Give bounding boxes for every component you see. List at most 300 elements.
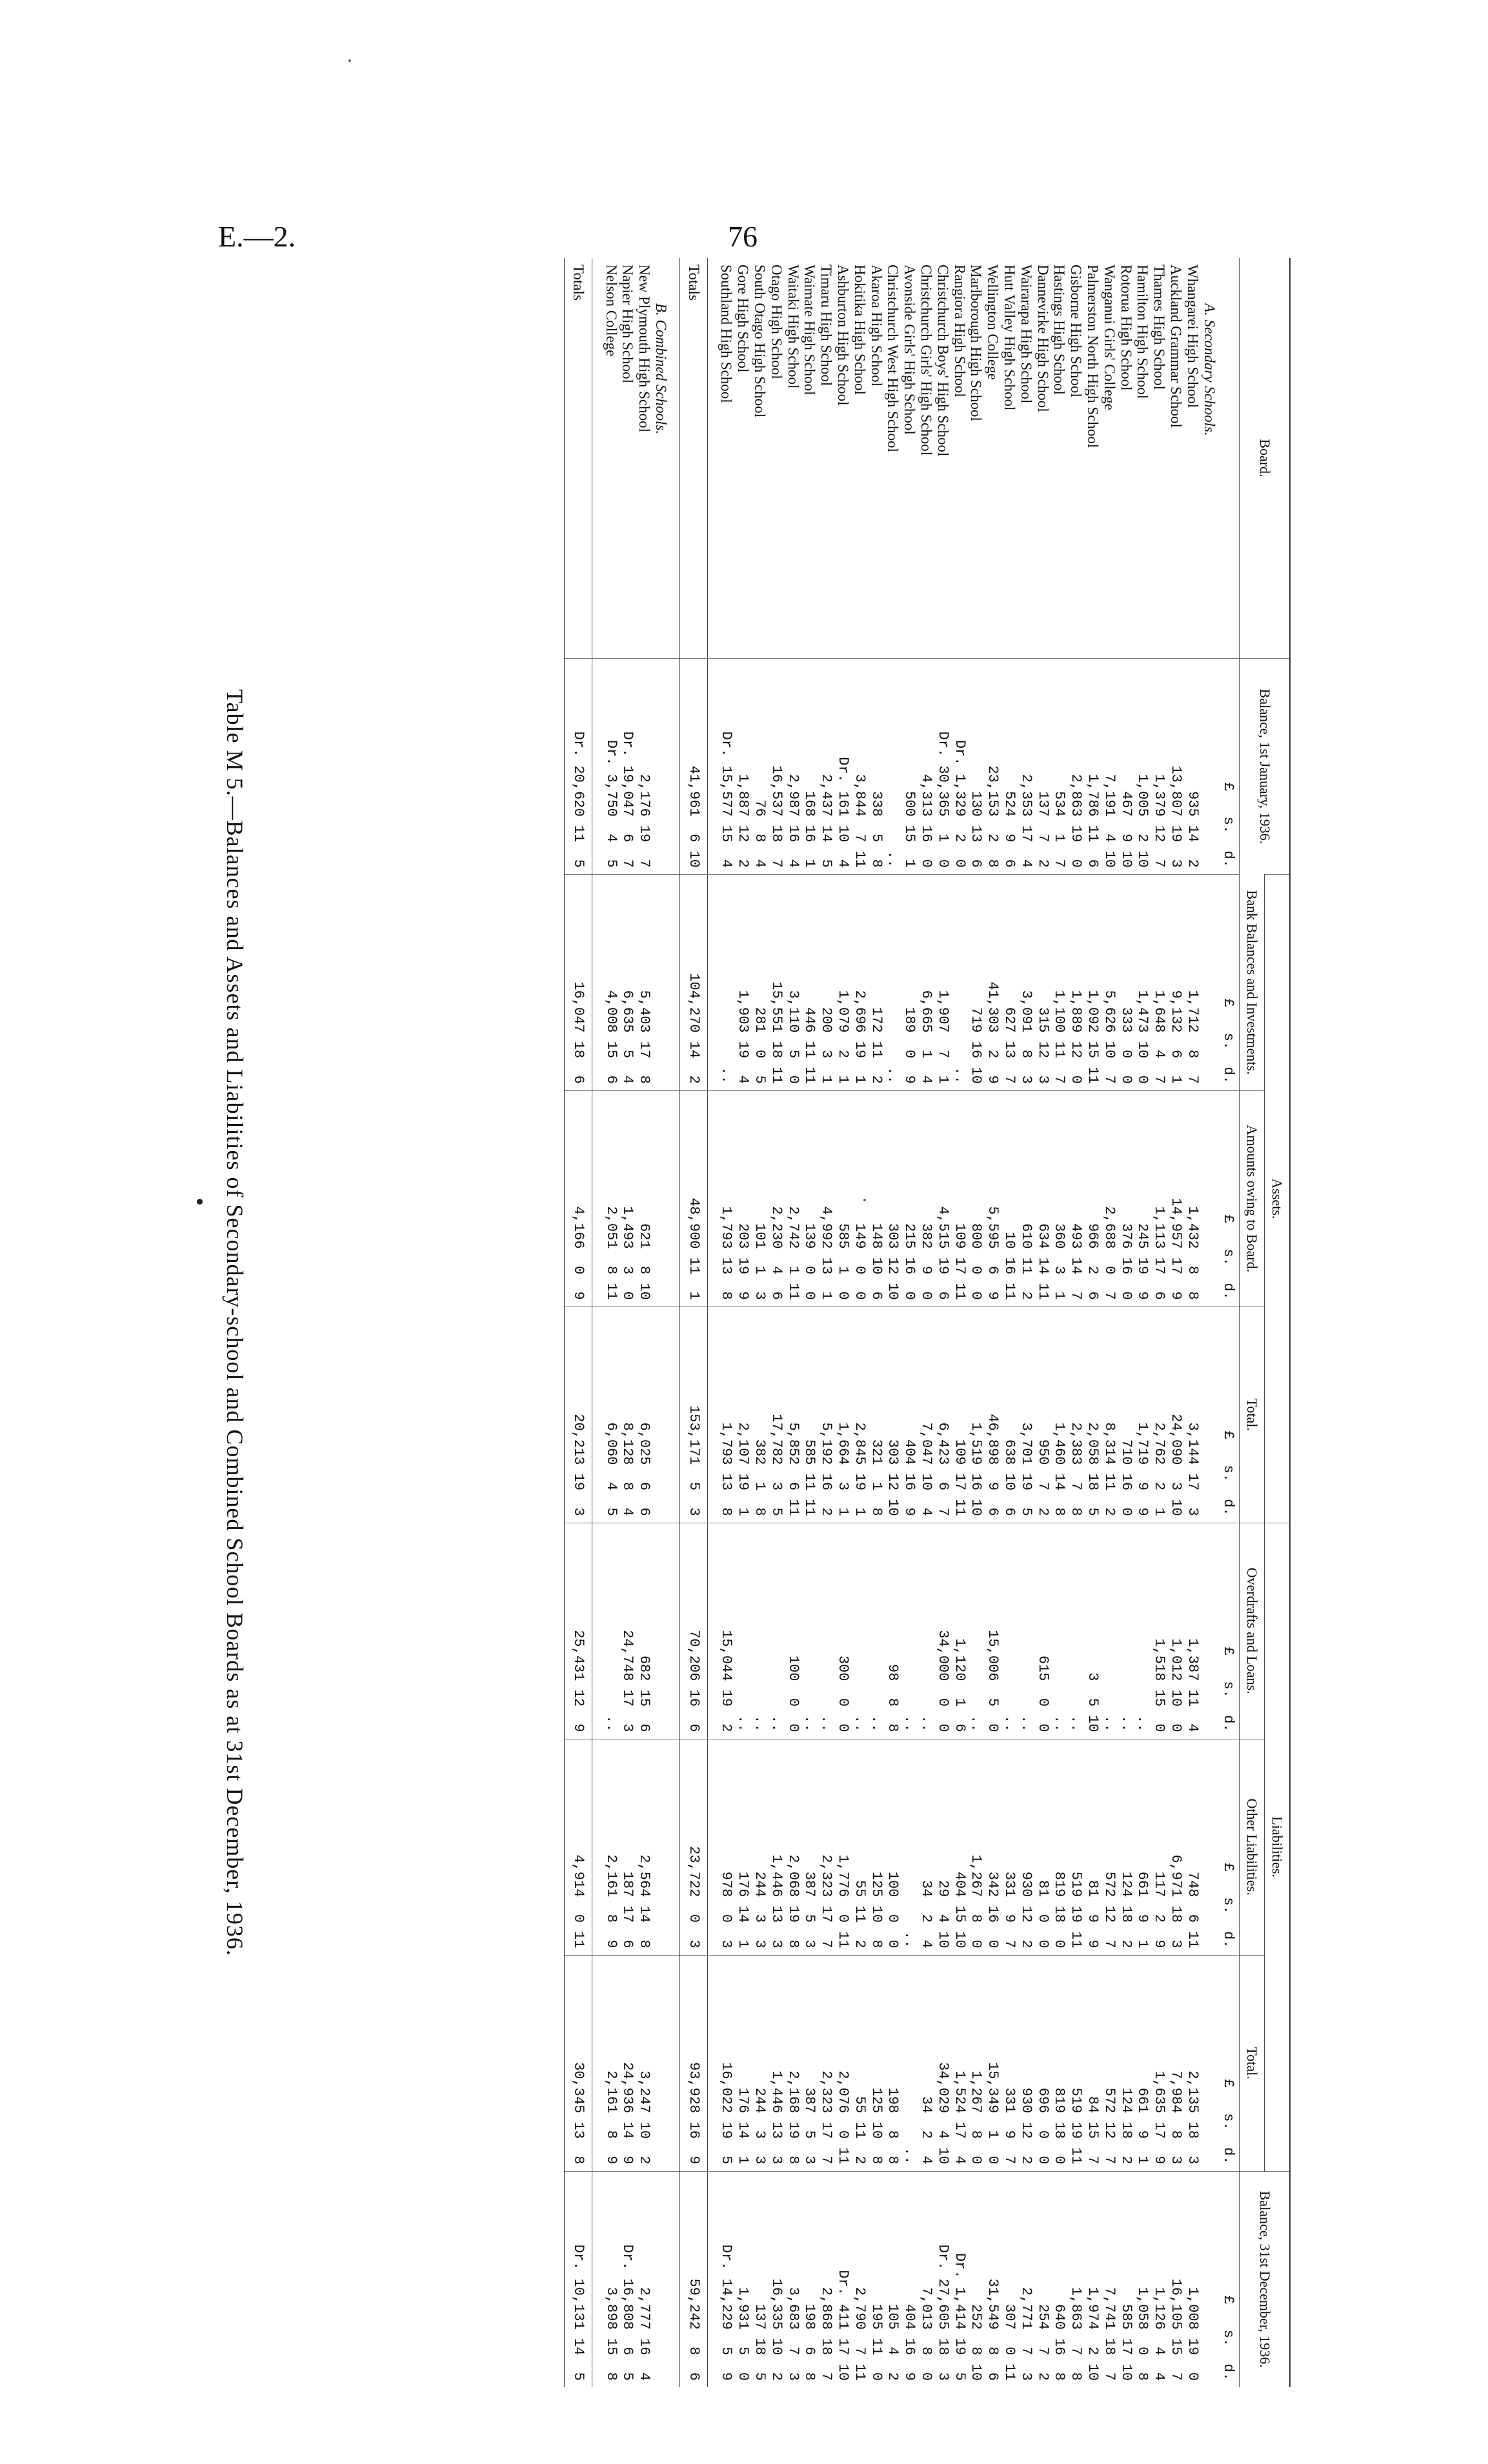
amount-cell: 1,079 2 1 <box>834 874 851 1090</box>
amount-cell: 30,345 13 8 <box>564 1955 592 2171</box>
amount-cell: 950 7 2 <box>1034 1307 1051 1523</box>
board-name-cell: Totals <box>564 258 592 658</box>
amount-cell: 125 10 8 <box>868 1955 885 2171</box>
amount-cell: Dr. 1,329 2 0 <box>951 658 968 874</box>
amount-cell: 5,852 6 11 <box>785 1307 801 1523</box>
amount-cell: 252 8 10 <box>968 2171 985 2387</box>
amount-cell: 1,648 4 7 <box>1151 874 1167 1090</box>
table-row <box>818 258 834 2387</box>
amount-cell: 719 16 10 <box>968 874 985 1090</box>
amount-cell <box>669 1307 680 1523</box>
amount-cell: 1,446 13 3 <box>768 1739 785 1955</box>
amount-cell: 1,005 2 10 <box>1134 658 1151 874</box>
amount-cell: 493 14 7 <box>1067 1090 1084 1307</box>
amount-cell: Dr. 19,047 6 7 <box>619 658 636 874</box>
table-row <box>1034 258 1051 2387</box>
amount-cell: 59,242 8 6 <box>679 2171 707 2387</box>
amount-cell: 10 16 11 <box>1001 1090 1018 1307</box>
board-name-cell: Napier High School <box>619 265 636 383</box>
amount-cell: 748 6 11 <box>1184 1739 1201 1955</box>
amount-cell: 6,665 1 4 <box>918 874 934 1090</box>
amount-cell: 1,635 17 9 <box>1151 1955 1167 2171</box>
amount-cell: 124 18 2 <box>1118 1955 1134 2171</box>
amount-cell <box>652 1955 669 2171</box>
amount-cell: 215 16 0 <box>901 1090 918 1307</box>
board-name-cell <box>669 258 680 658</box>
amount-cell: 2,168 19 8 <box>785 1955 801 2171</box>
board-name-cell: New Plymouth High School <box>636 265 653 433</box>
amount-cell: 1,113 17 6 <box>1151 1090 1167 1307</box>
amount-cell <box>669 2171 680 2387</box>
board-name-cell: Christchurch West High School <box>885 265 901 452</box>
amount-cell: 5,192 16 2 <box>818 1307 834 1523</box>
amount-cell: 404 15 10 <box>951 1739 968 1955</box>
amount-cell: 1,887 12 2 <box>735 658 752 874</box>
table-title: Table M 5.—Balances and Assets and Liabilities of Secondary-school and Combined School Boards as at 31st December, 1936. <box>222 689 248 1956</box>
amount-cell: 1,100 11 7 <box>1051 874 1068 1090</box>
table-row <box>1051 258 1068 2387</box>
amount-cell: £ s. d. <box>1218 1090 1240 1307</box>
amount-cell: 130 13 6 <box>968 658 985 874</box>
board-name-cell: Whangarei High School <box>1184 265 1201 408</box>
table-row <box>1184 258 1201 2387</box>
board-name-cell: Waitaki High School <box>785 265 801 389</box>
board-name-cell: Gisborne High School <box>1068 265 1085 397</box>
amount-cell: Dr. 3,750 4 5 <box>603 658 619 874</box>
table-row <box>918 258 934 2387</box>
amount-cell: 303 12 10 <box>885 1307 901 1523</box>
amount-cell: 34 2 4 <box>918 1739 934 1955</box>
amount-cell: 15,006 5 0 <box>984 1523 1001 1739</box>
amount-cell: 7,047 10 4 <box>918 1307 934 1523</box>
amount-cell <box>592 874 603 1090</box>
amount-cell: 2,383 7 8 <box>1067 1307 1084 1523</box>
amount-cell: 446 11 11 <box>801 874 818 1090</box>
amount-cell: 3,144 17 3 <box>1184 1307 1201 1523</box>
board-name-cell: Southland High School <box>718 265 735 403</box>
amount-cell: 467 9 10 <box>1118 658 1134 874</box>
amount-cell: 1,719 9 9 <box>1134 1307 1151 1523</box>
amount-cell: 634 14 11 <box>1034 1090 1051 1307</box>
table-row <box>851 258 868 2387</box>
amount-cell: 2,771 7 3 <box>1018 2171 1034 2387</box>
amount-cell: £ s. d. <box>1218 1307 1240 1523</box>
table-row <box>1067 258 1084 2387</box>
amount-cell <box>669 1090 680 1307</box>
amount-cell: 8,314 11 2 <box>1101 1307 1118 1523</box>
amount-cell: 2,176 19 7 <box>636 658 652 874</box>
table-row <box>751 258 768 2387</box>
table-row <box>768 258 785 2387</box>
amount-cell: 640 16 8 <box>1051 2171 1068 2387</box>
amount-cell: 1,379 12 7 <box>1151 658 1167 874</box>
amount-cell: 572 12 7 <box>1101 1739 1118 1955</box>
amount-cell: .. <box>768 1523 785 1739</box>
amount-cell: 1,519 16 10 <box>968 1307 985 1523</box>
amount-cell: 2,688 0 7 <box>1101 1090 1118 1307</box>
table-row <box>735 258 752 2387</box>
amount-cell: 1,008 19 0 <box>1184 2171 1201 2387</box>
amount-cell <box>652 874 669 1090</box>
amount-cell: 2,161 8 9 <box>603 1955 619 2171</box>
amount-cell: 307 0 11 <box>1001 2171 1018 2387</box>
amount-cell: 254 7 2 <box>1034 2171 1051 2387</box>
board-name-cell: Waimate High School <box>801 265 818 396</box>
table-row <box>1118 258 1134 2387</box>
amount-cell: .. <box>1018 1523 1034 1739</box>
table-row <box>603 258 619 2387</box>
amount-cell <box>669 1739 680 1955</box>
amount-cell: 198 6 8 <box>801 2171 818 2387</box>
amount-cell <box>1201 1523 1218 1739</box>
table-row <box>718 258 735 2387</box>
amount-cell: 2,051 8 11 <box>603 1090 619 1307</box>
amount-cell: 3 5 10 <box>1084 1523 1101 1739</box>
board-name-cell: A. Secondary Schools. <box>1201 303 1218 436</box>
board-name-cell: Thames High School <box>1151 265 1168 390</box>
page-reference: E.—2. <box>218 220 296 253</box>
table-row <box>885 258 901 2387</box>
amount-cell: 2,564 14 8 <box>636 1739 652 1955</box>
board-name-cell: Totals <box>679 258 707 658</box>
board-name-cell: Rangiora High School <box>951 265 968 397</box>
amount-cell: 1,126 4 4 <box>1151 2171 1167 2387</box>
amount-cell: 34 2 4 <box>918 1955 934 2171</box>
amount-cell <box>652 1307 669 1523</box>
amount-cell: Dr. 15,577 15 4 <box>718 658 735 874</box>
table-row <box>1151 258 1167 2387</box>
amount-cell: 1,493 3 0 <box>619 1090 636 1307</box>
amount-cell: .. <box>818 1523 834 1739</box>
table-row <box>901 258 918 2387</box>
amount-cell: 2,742 1 11 <box>785 1090 801 1307</box>
amount-cell: 31,549 8 6 <box>984 2171 1001 2387</box>
amount-cell: 2,323 17 7 <box>818 1955 834 2171</box>
amount-cell: 3,091 8 3 <box>1018 874 1034 1090</box>
amount-cell: Dr. 10,131 14 5 <box>564 2171 592 2387</box>
amount-cell: 5,595 6 9 <box>984 1090 1001 1307</box>
amount-cell: 2,161 8 9 <box>603 1739 619 1955</box>
board-name-cell: Auckland Grammar School <box>1168 265 1185 428</box>
amount-cell: 315 12 3 <box>1034 874 1051 1090</box>
amount-cell: 7,984 8 3 <box>1167 1955 1184 2171</box>
amount-cell: 16,047 18 6 <box>564 874 592 1090</box>
spacer-row <box>592 258 603 2387</box>
table-row <box>619 258 636 2387</box>
amount-cell: £ s. d. <box>1218 874 1240 1090</box>
board-name-cell: Gore High School <box>735 265 752 373</box>
amount-cell: 2,323 17 7 <box>818 1739 834 1955</box>
amount-cell: 4,515 19 6 <box>934 1090 951 1307</box>
amount-cell: 1,092 15 11 <box>1084 874 1101 1090</box>
amount-cell: 117 2 9 <box>1151 1739 1167 1955</box>
board-name-cell <box>707 258 718 658</box>
amount-cell: Dr. 411 17 10 <box>834 2171 851 2387</box>
amount-cell: 25,431 12 9 <box>564 1523 592 1739</box>
amount-cell <box>707 1090 718 1307</box>
amount-cell: 1,473 10 0 <box>1134 874 1151 1090</box>
table-row <box>1084 258 1101 2387</box>
board-name-cell: Wairarapa High School <box>1018 265 1034 404</box>
amount-cell: 1,889 12 0 <box>1067 874 1084 1090</box>
header-bank: Bank Balances and Investments. <box>1240 874 1265 1090</box>
amount-cell: 638 10 6 <box>1001 1307 1018 1523</box>
amount-cell: 342 16 0 <box>984 1739 1001 1955</box>
amount-cell: 7,013 8 0 <box>918 2171 934 2387</box>
amount-cell: 176 14 1 <box>735 1955 752 2171</box>
amount-cell: 189 0 9 <box>901 874 918 1090</box>
board-name-cell: Wanganui Girls' College <box>1101 265 1118 410</box>
amount-cell: 338 5 8 <box>868 658 885 874</box>
amount-cell: 1,907 7 1 <box>934 874 951 1090</box>
amount-cell: 1,974 2 10 <box>1084 2171 1101 2387</box>
amount-cell: 800 0 0 <box>968 1090 985 1307</box>
amount-cell: 105 4 2 <box>885 2171 901 2387</box>
amount-cell: 1,786 11 6 <box>1084 658 1101 874</box>
amount-cell: 14,957 17 9 <box>1167 1090 1184 1307</box>
amount-cell: 203 19 9 <box>735 1090 752 1307</box>
amount-cell: 404 16 9 <box>901 1307 918 1523</box>
amount-cell: 1,712 8 7 <box>1184 874 1201 1090</box>
amount-cell <box>592 1955 603 2171</box>
amount-cell: 610 11 2 <box>1018 1090 1034 1307</box>
amount-cell <box>1201 874 1218 1090</box>
amount-cell: 195 11 0 <box>868 2171 885 2387</box>
amount-cell: 8,128 8 4 <box>619 1307 636 1523</box>
amount-cell: 1,387 11 4 <box>1184 1523 1201 1739</box>
amount-cell: .. <box>718 874 735 1090</box>
amount-cell: 104,270 14 2 <box>679 874 707 1090</box>
amount-cell: 6,025 6 6 <box>636 1307 652 1523</box>
amount-cell: 3,110 5 0 <box>785 874 801 1090</box>
amount-cell: Dr. 30,365 1 0 <box>934 658 951 874</box>
amount-cell: 935 14 2 <box>1184 658 1201 874</box>
amount-cell: 615 0 0 <box>1034 1523 1051 1739</box>
amount-cell: 23,722 0 3 <box>679 1739 707 1955</box>
amount-cell: 2,076 0 11 <box>834 1955 851 2171</box>
amount-cell: 101 1 3 <box>751 1090 768 1307</box>
amount-cell: 1,793 13 8 <box>718 1090 735 1307</box>
amount-cell: .. <box>735 1523 752 1739</box>
amount-cell: 360 3 1 <box>1051 1090 1068 1307</box>
amount-cell: .. <box>885 658 901 874</box>
amount-cell: 1,863 7 8 <box>1067 2171 1084 2387</box>
amount-cell: 1,267 8 0 <box>968 1739 985 1955</box>
amount-cell: £ s. d. <box>1218 1739 1240 1955</box>
amount-cell: 534 1 7 <box>1051 658 1068 874</box>
amount-cell: 2,068 19 8 <box>785 1739 801 1955</box>
amount-cell: Dr. 1,414 19 5 <box>951 2171 968 2387</box>
amount-cell: 333 0 0 <box>1118 874 1134 1090</box>
amount-cell: 55 11 2 <box>851 1739 868 1955</box>
amount-cell: Dr. 161 10 4 <box>834 658 851 874</box>
amount-cell: 3,844 7 11 <box>851 658 868 874</box>
board-name-cell: Hokitika High School <box>851 265 868 395</box>
amount-cell <box>652 1090 669 1307</box>
amount-cell: 149 0 0 <box>851 1090 868 1307</box>
amount-cell: .. <box>851 1523 868 1739</box>
amount-cell: 24,748 17 3 <box>619 1523 636 1739</box>
amount-cell: 93,928 16 9 <box>679 1955 707 2171</box>
amount-cell: 3,247 10 2 <box>636 1955 652 2171</box>
amount-cell: 187 17 6 <box>619 1739 636 1955</box>
table-row <box>801 258 818 2387</box>
rotated-table-page <box>155 258 1291 2387</box>
amount-cell: 168 16 1 <box>801 658 818 874</box>
amount-cell: 6,060 4 5 <box>603 1307 619 1523</box>
amount-cell: 696 0 0 <box>1034 1955 1051 2171</box>
amount-cell: 2,230 4 6 <box>768 1090 785 1307</box>
amount-cell: 1,776 0 11 <box>834 1739 851 1955</box>
header-board: Board. <box>1240 258 1290 658</box>
amount-cell: 4,914 0 11 <box>564 1739 592 1955</box>
totals-row <box>564 258 592 2387</box>
amount-cell: £ s. d. <box>1218 1523 1240 1739</box>
amount-cell: 303 12 10 <box>885 1090 901 1307</box>
table-row <box>834 258 851 2387</box>
amount-cell: 244 3 3 <box>751 1739 768 1955</box>
amount-cell: 572 12 7 <box>1101 1955 1118 2171</box>
amount-cell <box>1201 658 1218 874</box>
table-row <box>1001 258 1018 2387</box>
amount-cell: 7,741 18 7 <box>1101 2171 1118 2387</box>
amount-cell: 2,790 7 11 <box>851 2171 868 2387</box>
amount-cell: 585 1 0 <box>834 1090 851 1307</box>
amount-cell: 2,058 18 5 <box>1084 1307 1101 1523</box>
amount-cell: 137 18 5 <box>751 2171 768 2387</box>
amount-cell: 376 16 0 <box>1118 1090 1134 1307</box>
amount-cell <box>707 1307 718 1523</box>
amount-cell: 2,987 16 4 <box>785 658 801 874</box>
table-row <box>1101 258 1118 2387</box>
amount-cell <box>652 1739 669 1955</box>
amount-cell: 16,105 15 7 <box>1167 2171 1184 2387</box>
amount-cell: 300 0 0 <box>834 1523 851 1739</box>
board-name-cell: B. Combined Schools. <box>652 303 669 435</box>
amount-cell: Dr. 14,229 5 9 <box>718 2171 735 2387</box>
amount-cell: 2,437 14 5 <box>818 658 834 874</box>
amount-cell: .. <box>1051 1523 1068 1739</box>
amount-cell: 4,313 16 0 <box>918 658 934 874</box>
amount-cell: £ s. d. <box>1218 2171 1240 2387</box>
amount-cell: 387 5 3 <box>801 1739 818 1955</box>
amount-cell: 382 1 8 <box>751 1307 768 1523</box>
amount-cell: 153,171 5 3 <box>679 1307 707 1523</box>
amount-cell: 6,423 6 7 <box>934 1307 951 1523</box>
board-name-cell: Hutt Valley High School <box>1001 265 1018 411</box>
amount-cell: Dr. 27,605 18 3 <box>934 2171 951 2387</box>
amount-cell: .. <box>868 1523 885 1739</box>
amount-cell: Dr. 16,808 6 5 <box>619 2171 636 2387</box>
board-name-cell: Otago High School <box>768 265 785 379</box>
amount-cell: 2,868 18 7 <box>818 2171 834 2387</box>
amount-cell <box>652 2171 669 2387</box>
amount-cell <box>707 1955 718 2171</box>
amount-cell <box>707 874 718 1090</box>
amount-cell: 16,335 10 2 <box>768 2171 785 2387</box>
table-row <box>1018 258 1034 2387</box>
table-row <box>868 258 885 2387</box>
board-name-cell <box>1218 258 1240 658</box>
amount-cell <box>1201 1955 1218 2171</box>
board-name-cell: Rotorua High School <box>1118 265 1134 391</box>
amount-cell <box>1201 1090 1218 1307</box>
amount-cell: 524 9 6 <box>1001 658 1018 874</box>
amount-cell: 585 11 11 <box>801 1307 818 1523</box>
amount-cell <box>707 2171 718 2387</box>
amount-cell: 819 18 0 <box>1051 1955 1068 2171</box>
amount-cell: .. <box>1067 1523 1084 1739</box>
amount-cell: 1,524 17 4 <box>951 1955 968 2171</box>
amount-cell: 81 9 9 <box>1084 1739 1101 1955</box>
amount-cell <box>707 1739 718 1955</box>
amount-cell <box>669 874 680 1090</box>
amount-cell: 661 9 1 <box>1134 1955 1151 2171</box>
amount-cell: 5,403 17 8 <box>636 874 652 1090</box>
amount-cell: 585 17 10 <box>1118 2171 1134 2387</box>
amount-cell: 98 8 8 <box>885 1523 901 1739</box>
amount-cell: Dr. 20,620 11 5 <box>564 658 592 874</box>
amount-cell: 5,626 10 7 <box>1101 874 1118 1090</box>
amount-cell: 4,992 13 1 <box>818 1090 834 1307</box>
board-name-cell: Avonside Girls' High School <box>901 265 918 435</box>
amount-cell: .. <box>918 1523 934 1739</box>
amount-cell: .. <box>603 1523 619 1739</box>
amount-cell: 148 10 6 <box>868 1090 885 1307</box>
amount-cell <box>652 658 669 874</box>
amount-cell: 661 9 1 <box>1134 1739 1151 1955</box>
amount-cell: .. <box>1118 1523 1134 1739</box>
totals-row <box>679 258 707 2387</box>
amount-cell: 627 13 7 <box>1001 874 1018 1090</box>
amount-cell <box>592 1523 603 1739</box>
amount-cell <box>652 1523 669 1739</box>
amount-cell: 24,936 14 9 <box>619 1955 636 2171</box>
amount-cell: 13,807 19 3 <box>1167 658 1184 874</box>
amount-cell: 7,191 4 10 <box>1101 658 1118 874</box>
board-name-cell: Hamilton High School <box>1134 265 1151 399</box>
amount-cell: 20,213 19 3 <box>564 1307 592 1523</box>
amount-cell <box>592 2171 603 2387</box>
section-heading <box>1201 258 1218 2387</box>
amount-cell: 16,022 19 5 <box>718 1955 735 2171</box>
table-row <box>1167 258 1184 2387</box>
amount-cell: 930 12 2 <box>1018 1955 1034 2171</box>
amount-cell: 41,303 2 9 <box>984 874 1001 1090</box>
header-overdrafts: Overdrafts and Loans. <box>1240 1523 1265 1739</box>
amount-cell: 200 3 1 <box>818 874 834 1090</box>
amount-cell: 621 8 10 <box>636 1090 652 1307</box>
amount-cell: .. <box>901 1523 918 1739</box>
amount-cell <box>669 658 680 874</box>
amount-cell: .. <box>901 1955 918 2171</box>
amount-cell: 1,432 8 8 <box>1184 1090 1201 1307</box>
amount-cell: 176 14 1 <box>735 1739 752 1955</box>
table-row <box>785 258 801 2387</box>
amount-cell: .. <box>951 874 968 1090</box>
amount-cell: 387 5 3 <box>801 1955 818 2171</box>
amount-cell: 172 11 2 <box>868 874 885 1090</box>
header-assets-total: Total. <box>1240 1307 1265 1523</box>
amount-cell: 1,518 15 0 <box>1151 1523 1167 1739</box>
amount-cell <box>707 1523 718 1739</box>
table-body <box>564 258 1239 2387</box>
amount-cell: 70,206 16 6 <box>679 1523 707 1739</box>
page-number: 76 <box>728 220 758 253</box>
amount-cell: 139 0 0 <box>801 1090 818 1307</box>
amount-cell: 9,132 6 1 <box>1167 874 1184 1090</box>
header-assets: Assets. <box>1265 874 1290 1523</box>
